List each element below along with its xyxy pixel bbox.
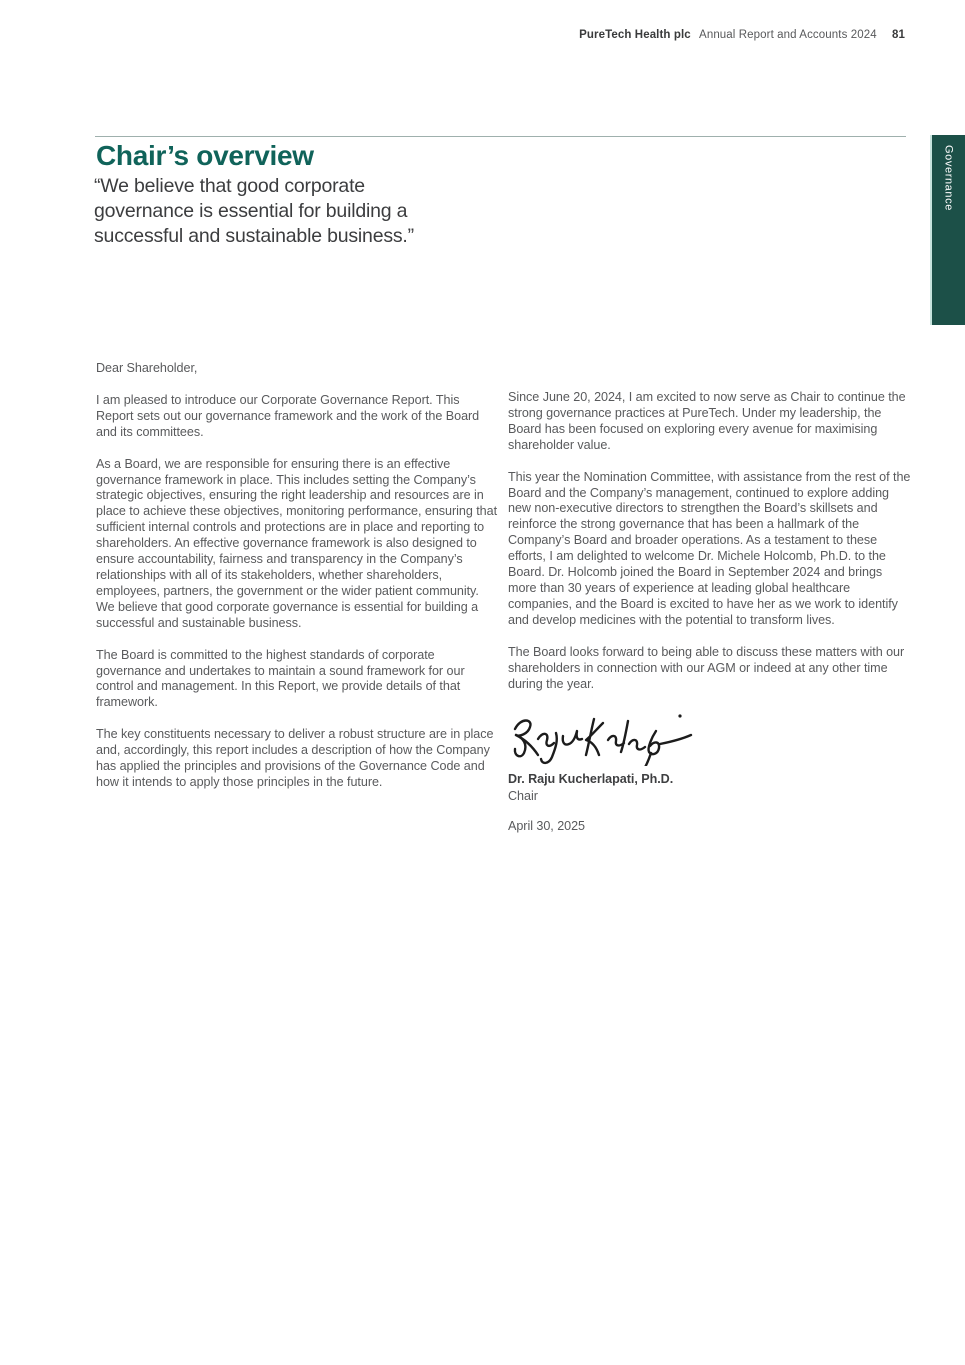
section-divider-rule — [95, 136, 906, 137]
left-column — [96, 361, 498, 807]
section-tab-governance — [930, 135, 965, 325]
report-title: Annual Report and Accounts 2024 — [699, 29, 877, 41]
page-number: 81 — [892, 29, 905, 41]
body-paragraph: This year the Nomination Committee, with assistance from the rest of the Board and the Company’s management, continued to explore adding new non-executive directors to strengthen the Board’s skillsets and reinforce the strong governance that has been a hallmark of the Company’s Board and broader operations. As a testament to these efforts, I am delighted to welcome Dr. Michele Holcomb, Ph.D. to the Board. Dr. Holcomb joined the Board in September 2024 and brings more than 30 years of experience at leading global healthcare companies, and the Board is excited to have her as we work to identify and develop medicines with the potential to transform lives. — [508, 469, 911, 627]
body-paragraph: Since June 20, 2024, I am excited to now serve as Chair to continue the strong governance practices at PureTech. Under my leadership, the Board has been focused on exploring every avenue for maximising shareholder value. — [508, 390, 906, 452]
body-paragraph: The Board is committed to the highest standards of corporate governance and undertakes to maintain a sound framework for our control and management. In this Report, we provide details of that framework. — [96, 647, 465, 710]
pull-quote: “We believe that good corporate governance is essential for building a successful and sustainable business.” — [94, 175, 414, 247]
body-paragraph: The Board looks forward to being able to discuss these matters with our shareholders in connection with our AGM or indeed at any other time during the year. — [508, 644, 905, 691]
body-paragraph: As a Board, we are responsible for ensuring there is an effective governance framework in place. This includes setting the Company’s strategic objectives, ensuring the right leadership and resources are in place to achieve these objectives, monitoring performance, ensuring that sufficient internal controls and protections are in place and reporting to shareholders. An effective governance framework is also designed to ensure accountability, fairness and transparency in the Company’s relationships with all of its stakeholders, whether shareholders, employees, partners, the government or the wider patient community. We believe that good corporate governance is essential for building a successful and sustainable business. — [96, 456, 498, 630]
signatory-role: Chair — [508, 789, 538, 804]
handwritten-signature-icon — [508, 708, 698, 766]
salutation: Dear Shareholder, — [96, 361, 198, 375]
signature-date: April 30, 2025 — [508, 819, 586, 834]
right-column — [508, 390, 912, 835]
body-paragraph: I am pleased to introduce our Corporate Governance Report. This Report sets out our governance framework and the work of the Board and its committees. — [96, 392, 480, 439]
body-paragraph: The key constituents necessary to deliver a robust structure are in place and, accordingly, this report includes a description of how the Company has applied the principles and provisions of the Governance Code and how it intends to apply those principles in the future. — [96, 727, 494, 789]
section-tab-label: Governance — [942, 145, 955, 211]
signatory-name: Dr. Raju Kucherlapati, Ph.D. — [508, 772, 674, 787]
running-header — [579, 29, 905, 41]
brand-name: PureTech Health plc — [579, 29, 691, 41]
page-title: Chair’s overview — [96, 140, 314, 171]
signature-block — [508, 708, 912, 766]
